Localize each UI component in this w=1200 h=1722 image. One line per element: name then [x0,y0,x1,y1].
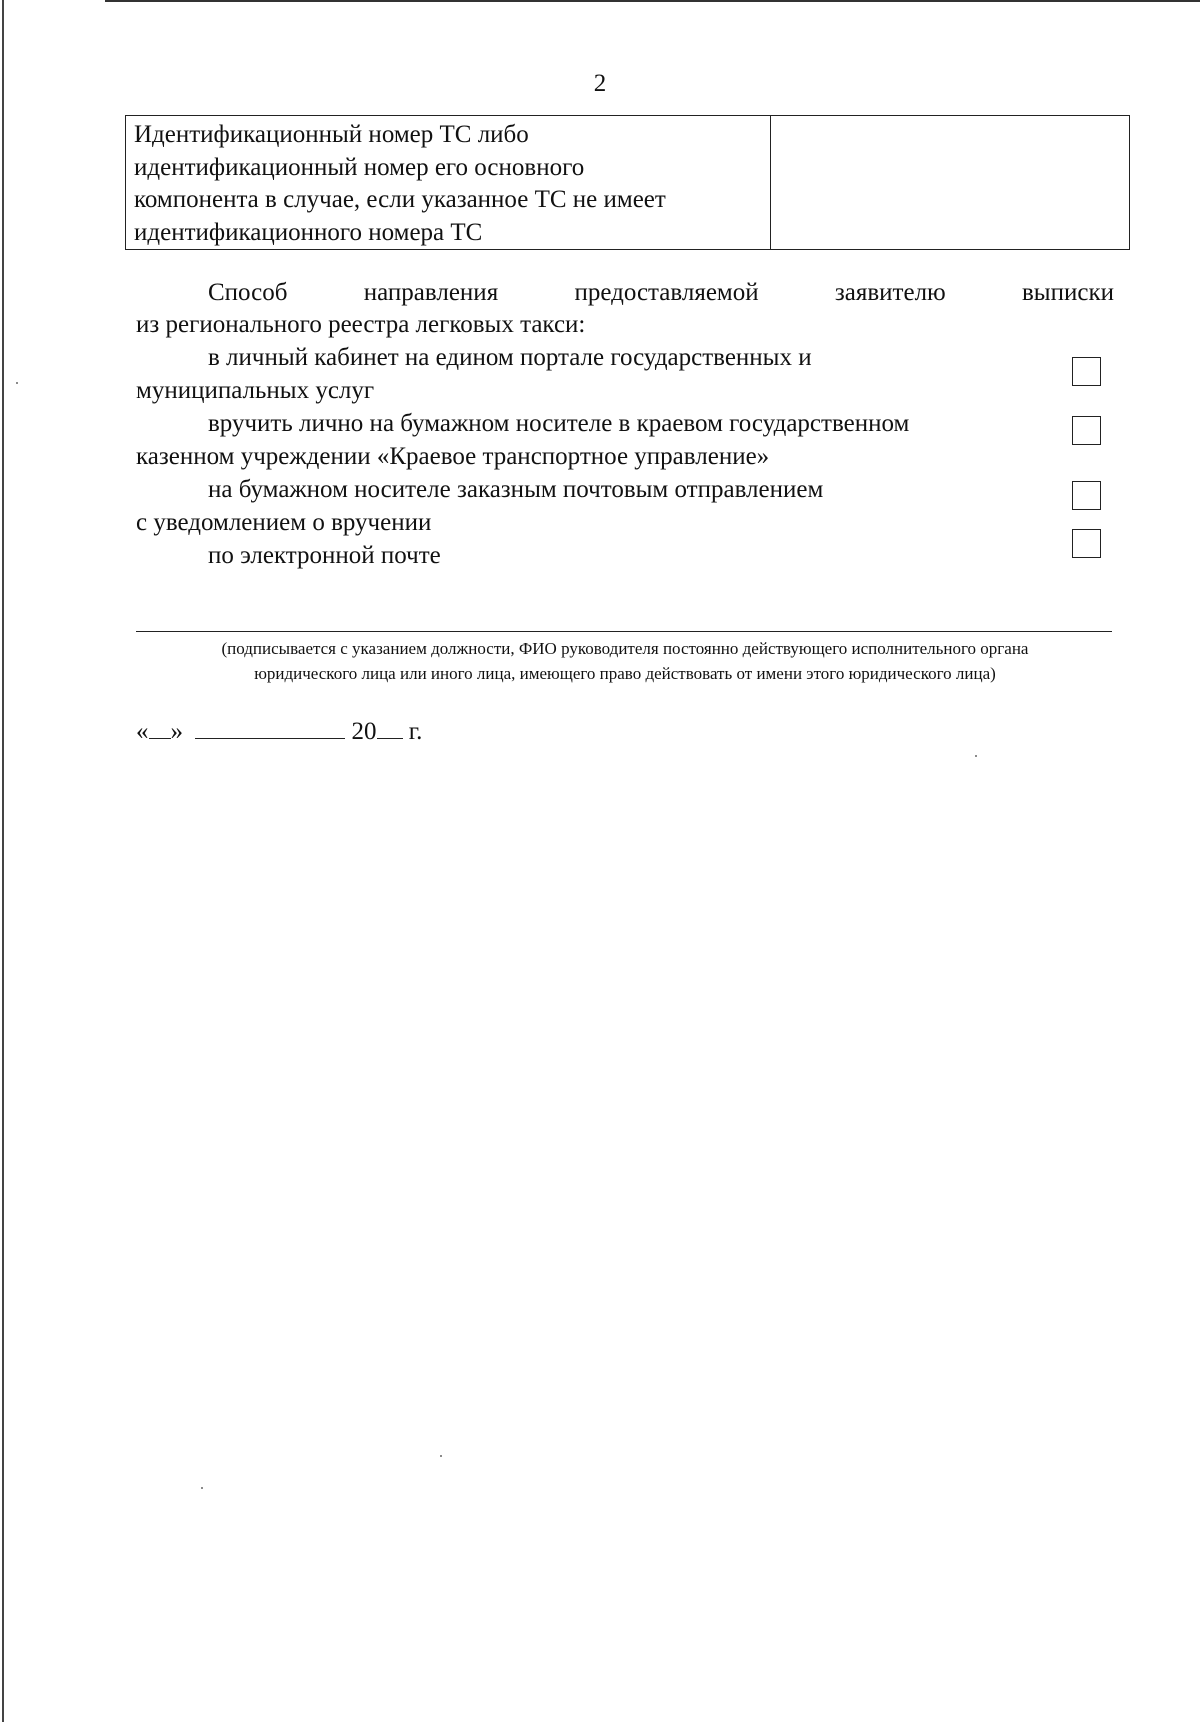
signature-note-line: (подписывается с указанием должности, ФИО руководителя постоянно действующего исполнительного органа [221,639,1029,658]
option-email-line1: по электронной почте [208,542,441,569]
scan-speck [16,382,18,384]
year-suffix: г. [408,718,423,745]
option-epgu-line1: в личный кабинет на едином портале государственных и [208,344,812,371]
option-email-checkbox[interactable] [1072,529,1101,558]
date-field [136,716,422,746]
vehicle-id-label-cell [126,116,771,250]
vehicle-id-label-line: идентификационного номера ТС [134,218,483,246]
intro-word: выписки [1021,279,1114,306]
intro-word: заявителю [834,279,946,306]
option-in-person-checkbox[interactable] [1072,416,1101,445]
day-close-quote: » [170,718,183,745]
scan-speck [440,1455,442,1457]
vehicle-id-label-line: компонента в случае, если указанное ТС не имеет [134,186,666,213]
intro-word: предоставляемой [574,279,759,306]
table-row [126,116,1130,250]
intro-word: Способ [208,279,288,306]
scan-edge-left [2,0,4,1722]
year-blank[interactable] [377,716,403,739]
scan-speck [975,755,977,757]
year-prefix: 20 [351,718,377,745]
option-epgu-line2: муниципальных услуг [136,377,375,404]
option-mail-line2: с уведомлением о вручении [136,509,432,536]
signature-note [130,636,1120,686]
delivery-intro-line1 [136,279,1114,307]
intro-word: направления [363,279,499,306]
month-blank[interactable] [195,716,345,739]
option-mail-checkbox[interactable] [1072,481,1101,510]
signature-line[interactable] [136,631,1112,632]
option-in-person-line1: вручить лично на бумажном носителе в краевом государственном [208,410,910,437]
vehicle-id-value-cell[interactable] [771,116,1130,250]
option-in-person-line2: казенном учреждении «Краевое транспортное управление» [136,443,770,470]
scan-speck [201,1487,203,1489]
vehicle-id-label-line: Идентификационный номер ТС либо [134,121,529,148]
vehicle-id-label-line: идентификационный номер его основного [134,153,585,181]
day-open-quote: « [136,718,149,745]
option-epgu-checkbox[interactable] [1072,357,1101,386]
vehicle-id-table [125,115,1130,250]
signature-note-line: юридического лица или иного лица, имеющего право действовать от имени этого юридического лица) [254,664,996,683]
day-blank[interactable] [149,716,171,739]
option-mail-line1: на бумажном носителе заказным почтовым отправлением [208,476,824,503]
scan-edge-top [105,0,1200,2]
delivery-intro-line2: из регионального реестра легковых такси: [136,311,586,338]
page-number: 2 [593,70,607,97]
